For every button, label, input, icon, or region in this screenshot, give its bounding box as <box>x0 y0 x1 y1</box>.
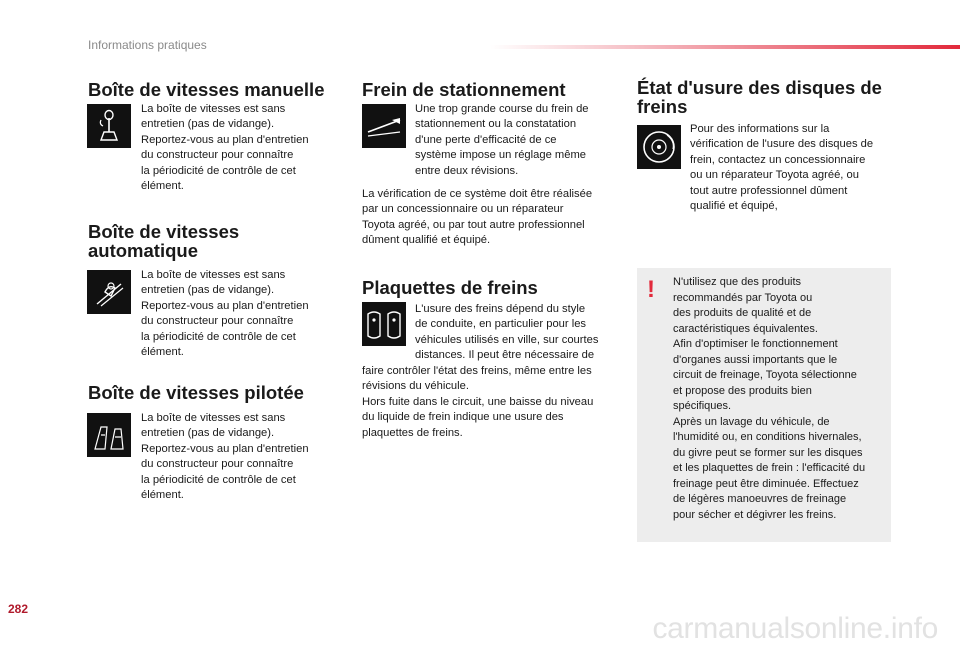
auto-gearbox-text <box>141 268 341 360</box>
text-line: Une trop grande course du frein de <box>415 103 589 115</box>
watermark: carmanualsonline.info <box>652 612 938 645</box>
automatic-gear-selector-icon <box>87 270 131 314</box>
text-line: par un concessionnaire ou un réparateur <box>362 203 564 216</box>
text-line: Hors fuite dans le circuit, une baisse du niveau <box>362 395 594 408</box>
piloted-gearbox-icon <box>87 413 131 457</box>
text-line: du givre peut se former sur les disques <box>673 446 863 459</box>
text-line: freinage peut être diminuée. Effectuez <box>673 477 859 490</box>
text-line: de légères manoeuvres de freinage <box>673 493 847 505</box>
text-line: et les plaquettes de frein : l'efficacité du <box>673 462 866 474</box>
header-accent-bar <box>490 45 960 49</box>
text-line: La boîte de vitesses est sans <box>141 103 286 115</box>
brake-pads-title: Plaquettes de freins <box>362 277 538 298</box>
text-line: du constructeur pour connaître <box>141 149 294 162</box>
text-line: entretien (pas de vidange). <box>141 284 275 297</box>
text-line: recommandés par Toyota ou <box>673 291 813 304</box>
text-line: des produits de qualité et de <box>673 307 812 319</box>
text-line: Reportez-vous au plan d'entretien <box>141 442 309 455</box>
text-line: du liquide de frein indique une usure des <box>362 411 564 424</box>
piloted-gearbox-title: Boîte de vitesses pilotée <box>88 382 304 403</box>
text-line: la périodicité de contrôle de cet <box>141 473 296 486</box>
text-line: système impose un réglage même <box>415 149 586 162</box>
title-line: automatique <box>88 240 198 261</box>
text-line: plaquettes de freins. <box>362 426 463 439</box>
text-line: d'organes aussi importants que le <box>673 353 838 366</box>
parking-brake-title: Frein de stationnement <box>362 79 566 100</box>
brake-pads-paragraph <box>362 364 627 441</box>
manual-gearbox-title: Boîte de vitesses manuelle <box>88 79 325 100</box>
text-line: entretien (pas de vidange). <box>141 427 275 440</box>
title-line: État d'usure des disques de <box>637 77 882 98</box>
text-line: L'usure des freins dépend du style <box>415 303 586 315</box>
text-line: l'humidité ou, en conditions hivernales, <box>673 431 862 443</box>
warning-exclamation-icon: ! <box>647 276 655 303</box>
text-line: vérification de l'usure des disques de <box>690 138 874 151</box>
text-line: dûment qualifié et équipé. <box>362 234 491 247</box>
text-line: La boîte de vitesses est sans <box>141 412 286 424</box>
text-line: circuit de freinage, Toyota sélectionne <box>673 369 857 381</box>
text-line: Afin d'optimiser le fonctionnement <box>673 338 838 350</box>
text-line: et propose des produits bien <box>673 384 812 397</box>
text-line: Reportez-vous au plan d'entretien <box>141 133 309 146</box>
text-line: pour sécher et dégivrer les freins. <box>673 508 837 521</box>
warning-text <box>673 275 888 523</box>
manual-gearbox-text <box>141 102 341 194</box>
text-line: Après un lavage du véhicule, de <box>673 415 830 428</box>
parking-brake-text <box>415 102 625 179</box>
parking-brake-lever-icon <box>362 104 406 148</box>
text-line: de conduite, en particulier pour les <box>415 318 587 331</box>
text-line: d'une perte d'efficacité de ce <box>415 133 557 146</box>
brake-pads-text <box>415 302 625 364</box>
text-line: tout autre professionnel dûment <box>690 184 848 197</box>
text-line: révisions du véhicule. <box>362 380 469 393</box>
section-header: Informations pratiques <box>88 38 207 52</box>
text-line: La boîte de vitesses est sans <box>141 269 286 281</box>
parking-brake-paragraph <box>362 187 627 249</box>
text-line: stationnement ou la constatation <box>415 118 577 131</box>
piloted-gearbox-text <box>141 411 341 503</box>
text-line: qualifié et équipé, <box>690 200 778 213</box>
text-line: caractéristiques équivalentes. <box>673 322 818 335</box>
title-line: freins <box>637 96 688 117</box>
text-line: la périodicité de contrôle de cet <box>141 164 296 177</box>
brake-pads-icon <box>362 302 406 346</box>
text-line: Reportez-vous au plan d'entretien <box>141 299 309 312</box>
text-line: entre deux révisions. <box>415 164 519 177</box>
text-line: la périodicité de contrôle de cet <box>141 330 296 343</box>
text-line: élément. <box>141 489 184 502</box>
brake-disc-icon <box>637 125 681 169</box>
text-line: faire contrôler l'état des freins, même entre les <box>362 365 592 377</box>
manual-gear-lever-icon <box>87 104 131 148</box>
title-line: Boîte de vitesses <box>88 221 240 242</box>
text-line: ou un réparateur Toyota agréé, ou <box>690 169 859 182</box>
text-line: N'utilisez que des produits <box>673 276 802 288</box>
brake-discs-title <box>637 78 882 116</box>
text-line: La vérification de ce système doit être réalisée <box>362 188 593 200</box>
text-line: spécifiques. <box>673 400 732 412</box>
auto-gearbox-title <box>88 222 239 260</box>
text-line: distances. Il peut être nécessaire de <box>415 349 595 362</box>
text-line: élément. <box>141 180 184 193</box>
text-line: du constructeur pour connaître <box>141 458 294 471</box>
text-line: Toyota agréé, ou par tout autre professionnel <box>362 218 585 231</box>
text-line: du constructeur pour connaître <box>141 315 294 328</box>
text-line: Pour des informations sur la <box>690 123 830 135</box>
brake-discs-text <box>690 122 900 214</box>
text-line: véhicules utilisés en ville, sur courtes <box>415 333 599 346</box>
page-number: 282 <box>8 602 29 616</box>
text-line: élément. <box>141 346 184 359</box>
text-line: entretien (pas de vidange). <box>141 118 275 131</box>
text-line: frein, contactez un concessionnaire <box>690 153 866 166</box>
